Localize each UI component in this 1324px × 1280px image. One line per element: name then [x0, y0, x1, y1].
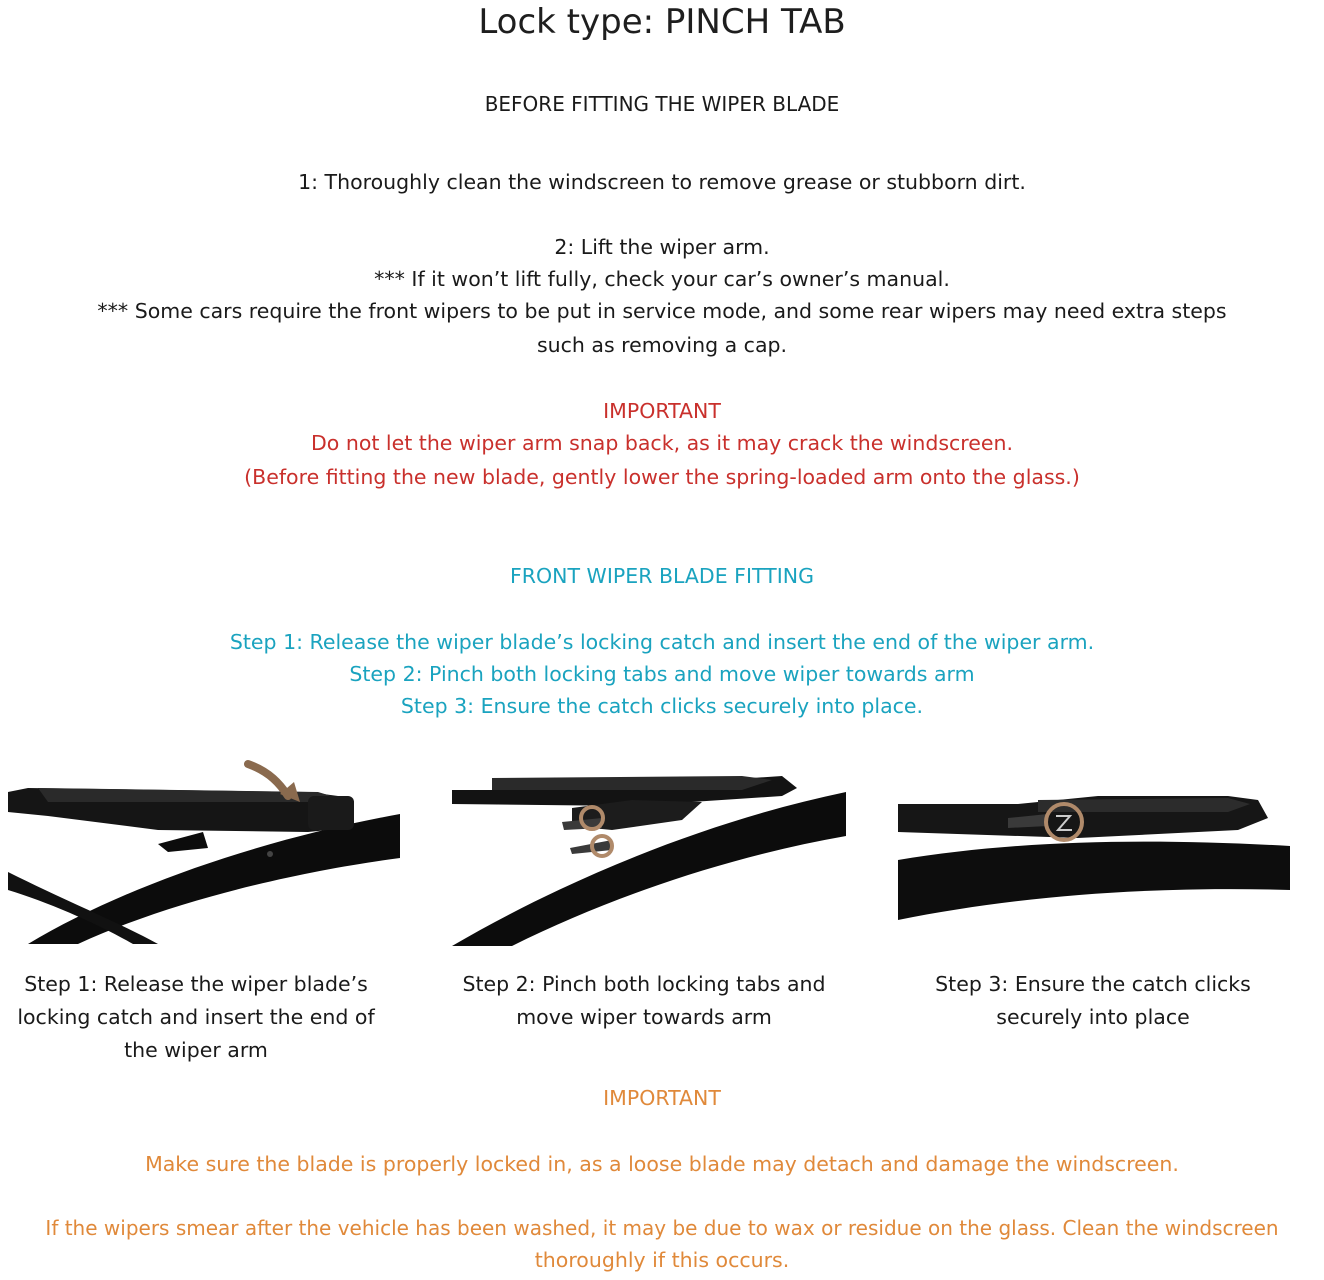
important-heading-1: IMPORTANT [603, 399, 721, 423]
important-line-1: Do not let the wiper arm snap back, as it may crack the windscreen. [310, 431, 1013, 455]
caption-1-line-1: Step 1: Release the wiper blade’s [24, 972, 368, 996]
before-step-1: 1: Thoroughly clean the windscreen to remove grease or stubborn dirt. [298, 170, 1026, 194]
before-note-2a: *** Some cars require the front wipers to be put in service mode, and some rear wipers may need extra steps [97, 299, 1227, 323]
step-1-photo [8, 752, 400, 944]
step-2-photo [452, 756, 846, 948]
caption-3-line-2: securely into place [996, 1005, 1190, 1029]
front-step-2: Step 2: Pinch both locking tabs and move wiper towards arm [349, 662, 975, 686]
caption-3-line-1: Step 3: Ensure the catch clicks [935, 972, 1251, 996]
caption-1-line-3: the wiper arm [124, 1038, 268, 1062]
caption-2-line-2: move wiper towards arm [516, 1005, 772, 1029]
before-heading: BEFORE FITTING THE WIPER BLADE [484, 92, 840, 116]
before-note-1: *** If it won’t lift fully, check your car’s owner’s manual. [374, 267, 950, 291]
important-2-line-1: Make sure the blade is properly locked in, as a loose blade may detach and damage the windscreen. [145, 1152, 1179, 1176]
step-2-caption [440, 968, 848, 1034]
step-3-caption [900, 968, 1286, 1034]
caption-1-line-2: locking catch and insert the end of [17, 1005, 375, 1029]
step-3-photo [898, 770, 1290, 922]
before-step-2: 2: Lift the wiper arm. [554, 235, 770, 259]
front-heading: FRONT WIPER BLADE FITTING [510, 564, 814, 588]
important-line-2: (Before fitting the new blade, gently lower the spring-loaded arm onto the glass.) [244, 465, 1080, 489]
important-2-line-2b: thoroughly if this occurs. [534, 1248, 790, 1272]
important-heading-2: IMPORTANT [603, 1086, 721, 1110]
front-step-3: Step 3: Ensure the catch clicks securely into place. [400, 694, 924, 718]
caption-2-line-1: Step 2: Pinch both locking tabs and [462, 972, 826, 996]
page-title: Lock type: PINCH TAB [478, 2, 846, 42]
important-2-line-2a: If the wipers smear after the vehicle has been washed, it may be due to wax or residue on the glass. Clean the windscreen [45, 1216, 1279, 1240]
before-note-2b: such as removing a cap. [536, 333, 788, 357]
front-step-1: Step 1: Release the wiper blade’s locking catch and insert the end of the wiper arm. [229, 630, 1095, 654]
step-1-caption [0, 968, 392, 1067]
